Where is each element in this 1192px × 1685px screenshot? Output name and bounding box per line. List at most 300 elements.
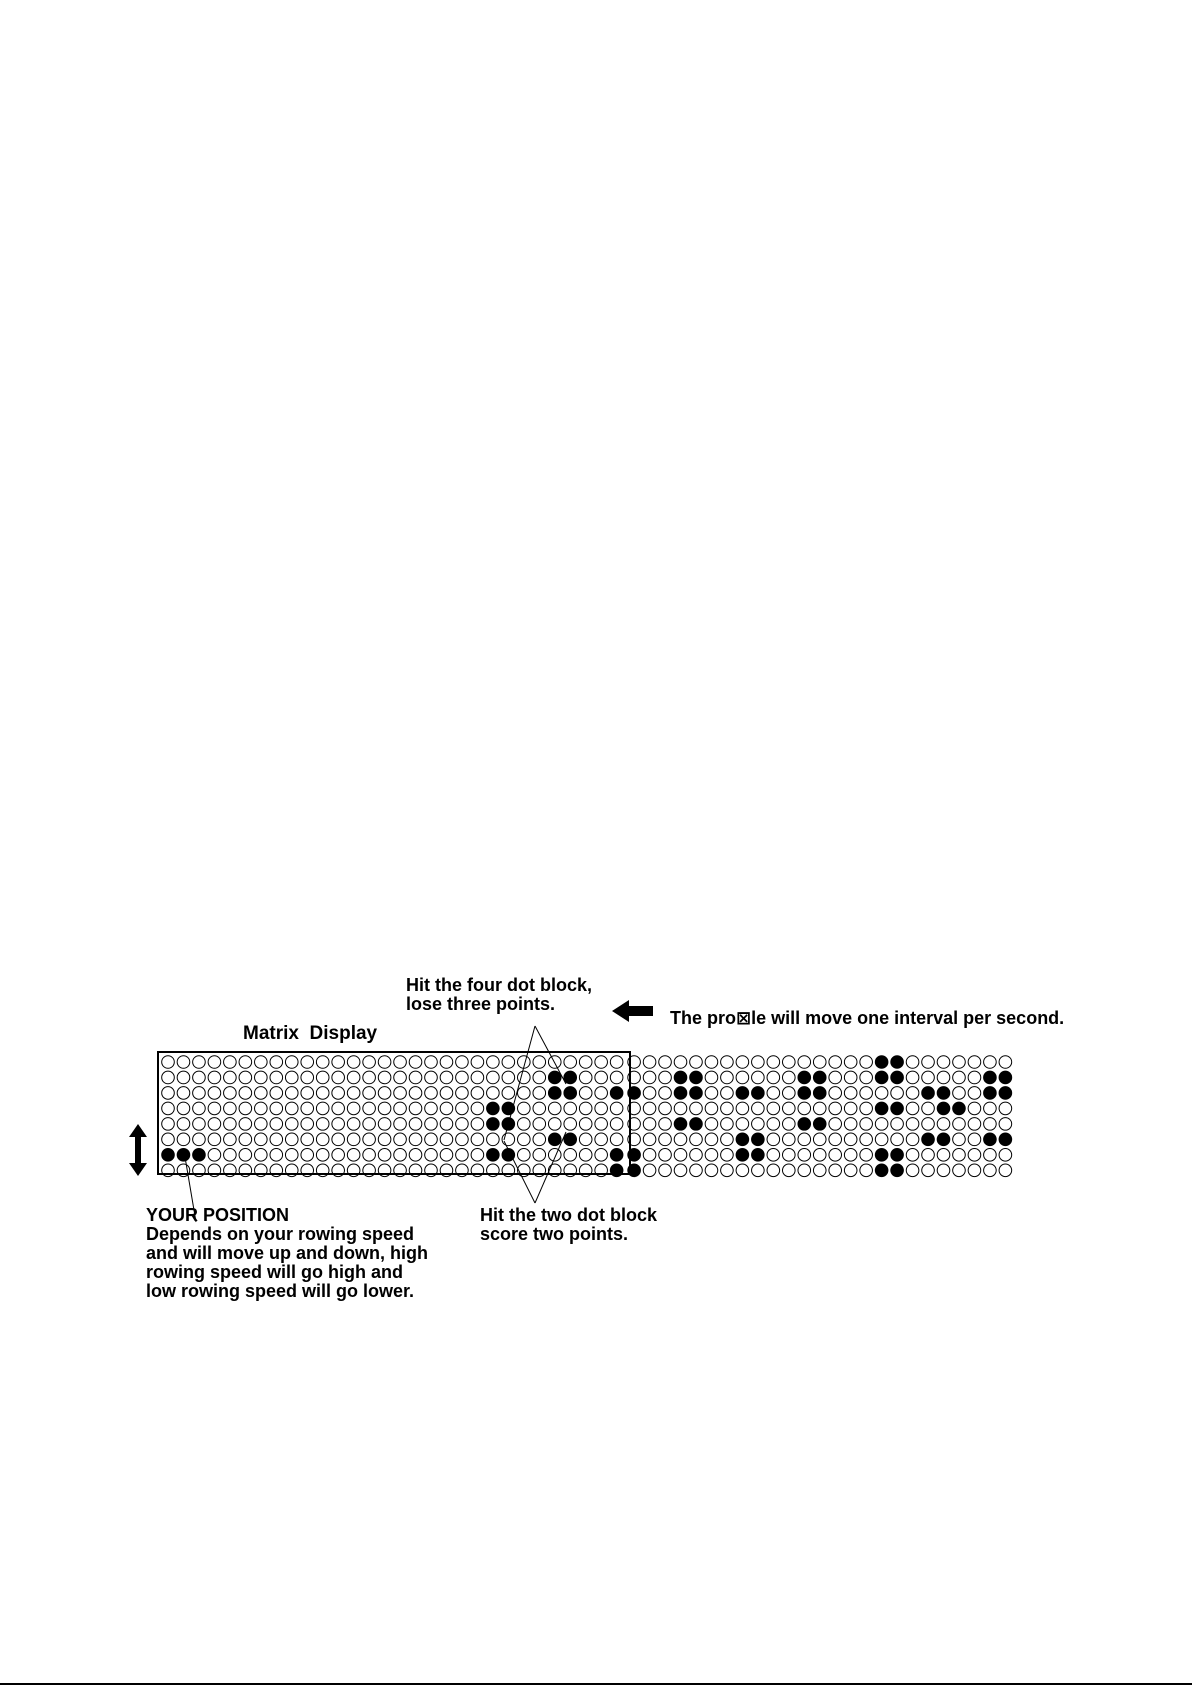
matrix-dot-empty: [999, 1149, 1012, 1162]
matrix-dot-filled: [752, 1087, 765, 1100]
matrix-dot-empty: [783, 1149, 796, 1162]
matrix-dot-empty: [813, 1102, 826, 1115]
matrix-dot-filled: [984, 1087, 997, 1100]
matrix-dot-filled: [610, 1149, 623, 1162]
matrix-dot-empty: [456, 1149, 469, 1162]
matrix-dot-empty: [270, 1149, 283, 1162]
matrix-dot-empty: [752, 1164, 765, 1177]
matrix-dot-empty: [347, 1056, 360, 1069]
matrix-dot-empty: [208, 1087, 221, 1100]
matrix-dot-empty: [332, 1102, 345, 1115]
matrix-dot-empty: [906, 1056, 919, 1069]
matrix-dot-empty: [440, 1118, 453, 1131]
matrix-dot-empty: [285, 1102, 298, 1115]
matrix-dot-empty: [208, 1056, 221, 1069]
matrix-dot-empty: [906, 1149, 919, 1162]
matrix-dot-empty: [487, 1087, 500, 1100]
matrix-dot-empty: [844, 1149, 857, 1162]
matrix-dot-empty: [906, 1071, 919, 1084]
matrix-dot-empty: [721, 1071, 734, 1084]
matrix-dot-empty: [363, 1118, 376, 1131]
matrix-dot-empty: [968, 1149, 981, 1162]
matrix-dot-empty: [548, 1102, 561, 1115]
matrix-dot-empty: [239, 1056, 252, 1069]
matrix-dot-empty: [224, 1056, 237, 1069]
matrix-dot-empty: [875, 1118, 888, 1131]
matrix-dot-empty: [721, 1118, 734, 1131]
left-arrow-icon: [612, 1000, 653, 1022]
matrix-dot-empty: [471, 1102, 484, 1115]
matrix-dot-empty: [860, 1149, 873, 1162]
matrix-dot-empty: [767, 1102, 780, 1115]
matrix-dot-empty: [659, 1133, 672, 1146]
matrix-dot-empty: [906, 1102, 919, 1115]
matrix-dot-empty: [968, 1102, 981, 1115]
matrix-dot-empty: [610, 1118, 623, 1131]
matrix-dot-empty: [798, 1149, 811, 1162]
matrix-dot-filled: [193, 1149, 206, 1162]
matrix-dot-empty: [332, 1118, 345, 1131]
matrix-dot-empty: [829, 1133, 842, 1146]
matrix-dot-empty: [767, 1056, 780, 1069]
matrix-dot-empty: [659, 1149, 672, 1162]
matrix-dot-empty: [177, 1087, 190, 1100]
matrix-dot-empty: [891, 1087, 904, 1100]
matrix-dot-empty: [487, 1071, 500, 1084]
matrix-dot-empty: [922, 1102, 935, 1115]
matrix-dot-empty: [456, 1071, 469, 1084]
matrix-dot-empty: [690, 1149, 703, 1162]
matrix-dot-empty: [316, 1087, 329, 1100]
matrix-dot-empty: [347, 1149, 360, 1162]
matrix-dot-empty: [548, 1149, 561, 1162]
matrix-dot-empty: [456, 1102, 469, 1115]
matrix-dot-empty: [456, 1056, 469, 1069]
matrix-dot-empty: [844, 1087, 857, 1100]
matrix-dot-empty: [285, 1118, 298, 1131]
matrix-dot-empty: [177, 1056, 190, 1069]
matrix-dot-filled: [937, 1087, 950, 1100]
matrix-dot-empty: [177, 1118, 190, 1131]
matrix-dot-empty: [860, 1133, 873, 1146]
matrix-dot-empty: [953, 1164, 966, 1177]
matrix-dot-empty: [162, 1071, 175, 1084]
matrix-dot-empty: [829, 1164, 842, 1177]
matrix-dot-empty: [502, 1087, 515, 1100]
matrix-dot-empty: [177, 1133, 190, 1146]
matrix-dot-empty: [984, 1149, 997, 1162]
matrix-dot-empty: [363, 1149, 376, 1162]
matrix-dot-empty: [643, 1087, 656, 1100]
matrix-dot-empty: [471, 1087, 484, 1100]
matrix-dot-empty: [968, 1164, 981, 1177]
matrix-dot-empty: [844, 1071, 857, 1084]
matrix-dot-empty: [643, 1071, 656, 1084]
matrix-dot-empty: [721, 1056, 734, 1069]
matrix-dot-empty: [767, 1071, 780, 1084]
matrix-dot-empty: [813, 1164, 826, 1177]
matrix-dot-empty: [440, 1133, 453, 1146]
matrix-dot-filled: [891, 1056, 904, 1069]
matrix-dot-empty: [409, 1087, 422, 1100]
matrix-dot-empty: [378, 1102, 391, 1115]
matrix-dot-empty: [239, 1118, 252, 1131]
matrix-dot-empty: [394, 1056, 407, 1069]
matrix-dot-empty: [301, 1102, 314, 1115]
matrix-dot-empty: [579, 1056, 592, 1069]
position-description: Depends on your rowing speed and will move up and down, high rowing speed will go high and low rowing speed will go lower.: [146, 1224, 428, 1301]
matrix-dot-empty: [487, 1056, 500, 1069]
matrix-dot-empty: [953, 1087, 966, 1100]
matrix-dot-empty: [224, 1118, 237, 1131]
matrix-dot-empty: [533, 1102, 546, 1115]
matrix-dot-empty: [705, 1071, 718, 1084]
matrix-dot-filled: [937, 1102, 950, 1115]
matrix-dot-empty: [783, 1071, 796, 1084]
matrix-dot-empty: [659, 1164, 672, 1177]
matrix-dot-empty: [829, 1149, 842, 1162]
matrix-dot-empty: [922, 1164, 935, 1177]
matrix-dot-empty: [425, 1071, 438, 1084]
matrix-dot-empty: [922, 1071, 935, 1084]
matrix-dot-empty: [456, 1118, 469, 1131]
matrix-dot-filled: [177, 1149, 190, 1162]
matrix-dot-empty: [798, 1056, 811, 1069]
matrix-dot-filled: [999, 1133, 1012, 1146]
matrix-dot-empty: [394, 1102, 407, 1115]
matrix-dot-filled: [875, 1164, 888, 1177]
matrix-dot-empty: [255, 1056, 268, 1069]
matrix-dot-empty: [409, 1149, 422, 1162]
matrix-dot-empty: [736, 1071, 749, 1084]
matrix-dot-empty: [332, 1133, 345, 1146]
matrix-dot-empty: [193, 1056, 206, 1069]
matrix-dot-empty: [502, 1071, 515, 1084]
matrix-dot-filled: [487, 1102, 500, 1115]
matrix-dot-empty: [783, 1164, 796, 1177]
matrix-dot-empty: [783, 1102, 796, 1115]
matrix-dot-empty: [953, 1056, 966, 1069]
matrix-dot-empty: [316, 1056, 329, 1069]
matrix-dot-empty: [162, 1133, 175, 1146]
matrix-dot-empty: [783, 1087, 796, 1100]
four-dot-callout: Hit the four dot block, lose three points.: [406, 975, 592, 1014]
matrix-dot-empty: [860, 1087, 873, 1100]
matrix-dot-empty: [255, 1102, 268, 1115]
matrix-dot-empty: [409, 1102, 422, 1115]
matrix-dot-filled: [798, 1071, 811, 1084]
matrix-dot-empty: [968, 1087, 981, 1100]
matrix-dot-empty: [953, 1149, 966, 1162]
matrix-dot-empty: [564, 1102, 577, 1115]
matrix-dot-empty: [363, 1133, 376, 1146]
matrix-dot-empty: [332, 1071, 345, 1084]
matrix-dot-empty: [829, 1102, 842, 1115]
matrix-dot-empty: [564, 1056, 577, 1069]
matrix-dot-empty: [643, 1118, 656, 1131]
matrix-dot-empty: [224, 1102, 237, 1115]
matrix-dot-empty: [984, 1056, 997, 1069]
matrix-dot-empty: [999, 1056, 1012, 1069]
matrix-dot-empty: [440, 1102, 453, 1115]
matrix-dot-empty: [224, 1087, 237, 1100]
matrix-dot-empty: [829, 1056, 842, 1069]
matrix-dot-empty: [813, 1056, 826, 1069]
matrix-dot-empty: [255, 1118, 268, 1131]
matrix-dot-empty: [193, 1118, 206, 1131]
matrix-dot-empty: [595, 1087, 608, 1100]
matrix-dot-empty: [270, 1087, 283, 1100]
matrix-dot-empty: [518, 1087, 531, 1100]
matrix-dot-empty: [829, 1087, 842, 1100]
matrix-dot-empty: [595, 1118, 608, 1131]
matrix-dot-empty: [378, 1071, 391, 1084]
matrix-dot-empty: [875, 1087, 888, 1100]
matrix-dot-empty: [255, 1071, 268, 1084]
matrix-dot-empty: [316, 1149, 329, 1162]
matrix-dot-empty: [767, 1087, 780, 1100]
matrix-dot-empty: [409, 1056, 422, 1069]
matrix-dot-empty: [674, 1133, 687, 1146]
matrix-dot-empty: [953, 1118, 966, 1131]
matrix-dot-empty: [162, 1087, 175, 1100]
matrix-dot-empty: [736, 1164, 749, 1177]
matrix-dot-empty: [177, 1102, 190, 1115]
matrix-dot-empty: [705, 1133, 718, 1146]
matrix-dot-empty: [674, 1102, 687, 1115]
matrix-dot-filled: [999, 1071, 1012, 1084]
matrix-dot-filled: [875, 1056, 888, 1069]
matrix-dot-empty: [224, 1071, 237, 1084]
matrix-dot-empty: [378, 1149, 391, 1162]
matrix-dot-filled: [922, 1087, 935, 1100]
matrix-dot-empty: [518, 1102, 531, 1115]
matrix-dot-empty: [440, 1071, 453, 1084]
matrix-dot-filled: [922, 1133, 935, 1146]
matrix-dot-empty: [425, 1133, 438, 1146]
matrix-dot-filled: [736, 1087, 749, 1100]
matrix-dot-empty: [690, 1133, 703, 1146]
matrix-dot-empty: [347, 1118, 360, 1131]
matrix-dot-filled: [752, 1133, 765, 1146]
matrix-dot-empty: [579, 1102, 592, 1115]
matrix-dot-filled: [487, 1118, 500, 1131]
matrix-dot-empty: [721, 1133, 734, 1146]
matrix-dot-empty: [533, 1133, 546, 1146]
matrix-dot-empty: [659, 1118, 672, 1131]
two-dot-callout: Hit the two dot block score two points.: [480, 1205, 657, 1244]
matrix-dot-empty: [813, 1133, 826, 1146]
matrix-dot-filled: [548, 1071, 561, 1084]
matrix-dot-empty: [953, 1133, 966, 1146]
matrix-dot-empty: [347, 1087, 360, 1100]
matrix-dot-filled: [891, 1149, 904, 1162]
matrix-dot-empty: [610, 1133, 623, 1146]
matrix-dot-empty: [953, 1071, 966, 1084]
matrix-dot-empty: [674, 1149, 687, 1162]
matrix-dot-empty: [813, 1149, 826, 1162]
matrix-dot-empty: [270, 1133, 283, 1146]
matrix-dot-empty: [208, 1118, 221, 1131]
matrix-dot-empty: [860, 1118, 873, 1131]
matrix-dot-empty: [860, 1056, 873, 1069]
matrix-dot-empty: [937, 1056, 950, 1069]
matrix-dot-empty: [440, 1149, 453, 1162]
matrix-dot-empty: [440, 1087, 453, 1100]
matrix-dot-filled: [564, 1133, 577, 1146]
matrix-dot-empty: [208, 1133, 221, 1146]
matrix-dot-filled: [690, 1071, 703, 1084]
matrix-dot-empty: [579, 1133, 592, 1146]
matrix-dots: [162, 1056, 1012, 1177]
matrix-dot-empty: [471, 1118, 484, 1131]
matrix-dot-empty: [968, 1071, 981, 1084]
matrix-dot-empty: [844, 1164, 857, 1177]
matrix-dot-empty: [193, 1087, 206, 1100]
matrix-dot-empty: [798, 1133, 811, 1146]
matrix-dot-empty: [922, 1149, 935, 1162]
matrix-dot-empty: [255, 1133, 268, 1146]
matrix-dot-empty: [999, 1164, 1012, 1177]
matrix-dot-empty: [239, 1071, 252, 1084]
matrix-dot-empty: [394, 1133, 407, 1146]
matrix-dot-empty: [705, 1056, 718, 1069]
matrix-dot-empty: [533, 1087, 546, 1100]
matrix-dot-empty: [471, 1071, 484, 1084]
matrix-dot-empty: [533, 1056, 546, 1069]
matrix-dot-empty: [285, 1149, 298, 1162]
matrix-dot-empty: [316, 1071, 329, 1084]
matrix-dot-empty: [363, 1056, 376, 1069]
matrix-dot-empty: [643, 1056, 656, 1069]
matrix-dot-empty: [937, 1164, 950, 1177]
matrix-dot-empty: [595, 1056, 608, 1069]
matrix-dot-empty: [363, 1071, 376, 1084]
matrix-dot-empty: [533, 1118, 546, 1131]
matrix-dot-empty: [968, 1056, 981, 1069]
matrix-dot-empty: [736, 1118, 749, 1131]
matrix-dot-empty: [579, 1149, 592, 1162]
matrix-dot-empty: [208, 1149, 221, 1162]
matrix-dot-empty: [224, 1133, 237, 1146]
matrix-dot-empty: [425, 1118, 438, 1131]
matrix-dot-empty: [456, 1087, 469, 1100]
matrix-display-title: Matrix Display: [243, 1023, 378, 1044]
matrix-dot-empty: [285, 1056, 298, 1069]
matrix-dot-empty: [643, 1164, 656, 1177]
matrix-dot-empty: [409, 1133, 422, 1146]
matrix-dot-filled: [891, 1102, 904, 1115]
matrix-dot-empty: [425, 1149, 438, 1162]
matrix-dot-empty: [659, 1087, 672, 1100]
matrix-dot-filled: [798, 1118, 811, 1131]
matrix-dot-empty: [363, 1087, 376, 1100]
matrix-dot-empty: [409, 1118, 422, 1131]
matrix-dot-filled: [813, 1118, 826, 1131]
matrix-dot-empty: [984, 1164, 997, 1177]
matrix-dot-empty: [239, 1087, 252, 1100]
matrix-dot-empty: [193, 1133, 206, 1146]
matrix-dot-empty: [595, 1071, 608, 1084]
matrix-dot-filled: [813, 1087, 826, 1100]
matrix-dot-empty: [999, 1118, 1012, 1131]
matrix-dot-empty: [425, 1102, 438, 1115]
matrix-dot-empty: [767, 1118, 780, 1131]
matrix-dot-filled: [610, 1087, 623, 1100]
matrix-dot-empty: [440, 1056, 453, 1069]
matrix-dot-empty: [332, 1149, 345, 1162]
matrix-dot-empty: [783, 1133, 796, 1146]
matrix-dot-empty: [316, 1102, 329, 1115]
matrix-dot-empty: [659, 1102, 672, 1115]
matrix-dot-empty: [394, 1087, 407, 1100]
matrix-dot-empty: [705, 1102, 718, 1115]
matrix-dot-empty: [301, 1133, 314, 1146]
matrix-dot-filled: [752, 1149, 765, 1162]
matrix-dot-empty: [316, 1118, 329, 1131]
matrix-dot-empty: [533, 1071, 546, 1084]
matrix-dot-empty: [378, 1118, 391, 1131]
matrix-dot-empty: [844, 1133, 857, 1146]
matrix-dot-empty: [937, 1118, 950, 1131]
matrix-dot-empty: [767, 1133, 780, 1146]
matrix-dot-empty: [968, 1118, 981, 1131]
matrix-dot-empty: [984, 1102, 997, 1115]
profile-callout: The pro⊠le will move one interval per second.: [670, 1008, 1065, 1028]
matrix-dot-empty: [736, 1102, 749, 1115]
matrix-dot-empty: [937, 1071, 950, 1084]
matrix-dot-empty: [767, 1149, 780, 1162]
matrix-dot-empty: [674, 1056, 687, 1069]
matrix-dot-empty: [906, 1087, 919, 1100]
matrix-dot-empty: [332, 1056, 345, 1069]
matrix-dot-empty: [643, 1102, 656, 1115]
matrix-dot-empty: [564, 1149, 577, 1162]
matrix-dot-empty: [394, 1149, 407, 1162]
matrix-dot-empty: [378, 1133, 391, 1146]
matrix-dot-empty: [579, 1071, 592, 1084]
matrix-dot-empty: [875, 1133, 888, 1146]
matrix-dot-empty: [721, 1087, 734, 1100]
matrix-dot-filled: [984, 1071, 997, 1084]
matrix-dot-empty: [674, 1164, 687, 1177]
matrix-dot-empty: [752, 1102, 765, 1115]
matrix-dot-empty: [767, 1164, 780, 1177]
matrix-dot-empty: [860, 1102, 873, 1115]
matrix-dot-empty: [471, 1149, 484, 1162]
matrix-dot-empty: [162, 1056, 175, 1069]
matrix-dot-empty: [610, 1071, 623, 1084]
matrix-dot-empty: [502, 1056, 515, 1069]
matrix-dot-empty: [378, 1087, 391, 1100]
matrix-dot-filled: [548, 1133, 561, 1146]
matrix-dot-empty: [487, 1133, 500, 1146]
matrix-dot-empty: [208, 1102, 221, 1115]
matrix-dot-empty: [270, 1102, 283, 1115]
matrix-dot-empty: [829, 1118, 842, 1131]
up-down-arrow-icon: [129, 1124, 147, 1176]
matrix-dot-filled: [487, 1149, 500, 1162]
matrix-dot-empty: [363, 1102, 376, 1115]
matrix-dot-empty: [705, 1087, 718, 1100]
matrix-dot-empty: [721, 1149, 734, 1162]
matrix-dot-filled: [736, 1149, 749, 1162]
matrix-dot-empty: [922, 1118, 935, 1131]
matrix-dot-empty: [255, 1149, 268, 1162]
position-heading: YOUR POSITION: [146, 1205, 290, 1225]
matrix-dot-empty: [239, 1133, 252, 1146]
matrix-dot-empty: [394, 1118, 407, 1131]
